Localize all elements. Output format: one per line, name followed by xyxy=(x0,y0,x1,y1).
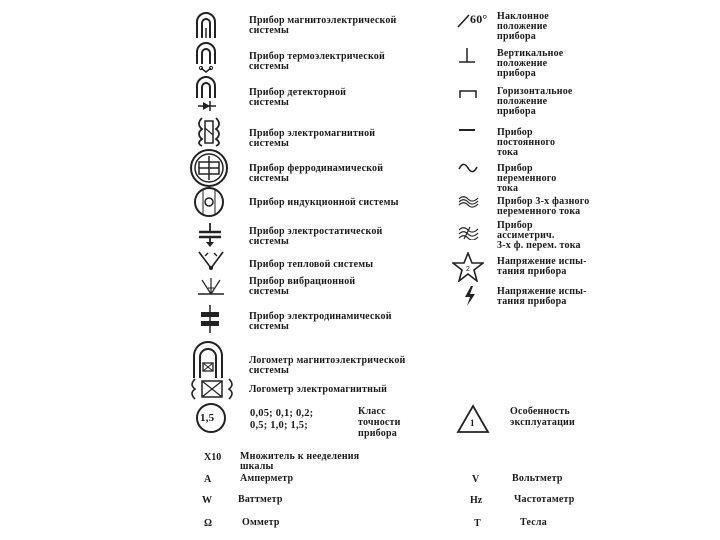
logometer-magnetoelectric-symbol-icon xyxy=(190,338,226,380)
label-dc: Прибор постоянного тока xyxy=(497,127,556,158)
electrodynamic-symbol-icon xyxy=(198,304,222,334)
label-induction: Прибор индукционной системы xyxy=(249,197,399,208)
asymmetric-three-phase-icon xyxy=(458,226,480,240)
label-horizontal: Горизонтальное положение прибора xyxy=(497,86,573,117)
unit-code-ohm: Ω xyxy=(204,518,213,529)
label-vibration: Прибор вибрационной системы xyxy=(249,276,356,297)
lightning-bolt-icon xyxy=(462,285,478,307)
ferrodynamic-symbol-icon xyxy=(186,148,232,188)
label-electromagnetic: Прибор электромагнитной системы xyxy=(249,128,376,149)
label-asymmetric: Прибор ассиметрич. 3-х ф. перем. тока xyxy=(497,220,581,251)
vertical-position-icon xyxy=(458,46,476,64)
horizontal-position-icon xyxy=(458,88,478,100)
warning-triangle-value: 1 xyxy=(470,418,475,428)
unit-label-voltmeter: Вольтметр xyxy=(512,473,563,484)
label-ac: Прибор переменного тока xyxy=(497,163,557,194)
label-thermoelectric: Прибор термоэлектрической системы xyxy=(249,51,385,72)
unit-label-tesla: Тесла xyxy=(520,517,547,528)
unit-label-ohmmeter: Омметр xyxy=(242,517,280,528)
electromagnetic-symbol-icon xyxy=(196,116,222,148)
label-test-voltage-star: Напряжение испы- тания прибора xyxy=(497,256,587,277)
label-magnetoelectric: Прибор магнитоэлектрической системы xyxy=(249,15,397,36)
multiplier-code: X10 xyxy=(204,452,222,463)
thermoelectric-symbol-icon xyxy=(194,40,218,74)
electrostatic-symbol-icon xyxy=(196,222,224,248)
unit-code-hertz: Hz xyxy=(470,495,483,506)
label-thermal: Прибор тепловой системы xyxy=(249,259,374,270)
accuracy-values: 0,05; 0,1; 0,2; 0,5; 1,0; 1,5; xyxy=(250,408,314,431)
three-phase-icon xyxy=(458,196,480,208)
label-electrodynamic: Прибор электродинамической системы xyxy=(249,311,392,332)
detector-symbol-icon xyxy=(194,74,220,112)
test-voltage-star-icon xyxy=(452,252,484,282)
label-logometer-magnetoelectric: Логометр магнитоэлектрической системы xyxy=(249,355,406,376)
vibration-symbol-icon xyxy=(196,276,226,298)
thermal-symbol-icon xyxy=(196,250,226,272)
multiplier-label: Множитель к нееделения шкалы xyxy=(240,451,360,472)
unit-label-frequency-meter: Частотаметр xyxy=(514,494,575,505)
unit-label-wattmeter: Ваттметр xyxy=(238,494,283,505)
label-vertical: Вертикальное положение прибора xyxy=(497,48,564,79)
label-logometer-electromagnetic: Логометр электромагнитный xyxy=(249,384,388,395)
label-electrostatic: Прибор электростатической системы xyxy=(249,226,383,247)
induction-symbol-icon xyxy=(188,186,230,218)
magnetoelectric-symbol-icon xyxy=(194,10,218,40)
label-detector: Прибор детекторной системы xyxy=(249,87,347,108)
dc-current-icon xyxy=(458,126,476,134)
accuracy-circle-value: 1,5 xyxy=(200,412,215,424)
svg-text:2: 2 xyxy=(466,266,470,273)
accuracy-label: Класс точности прибора xyxy=(358,406,401,439)
label-test-voltage-lightning: Напряжение испы- тания прибора xyxy=(497,286,587,307)
unit-label-ammeter: Амперметр xyxy=(240,473,294,484)
incline-angle-value: 60° xyxy=(470,12,488,26)
unit-code-watt: W xyxy=(202,495,212,506)
special-label: Особенность эксплуатации xyxy=(510,406,575,428)
unit-code-ampere: A xyxy=(204,474,212,485)
unit-code-tesla: T xyxy=(474,518,481,529)
ac-current-icon xyxy=(458,163,478,173)
unit-code-volt: V xyxy=(472,474,480,485)
label-ferrodynamic: Прибор ферродинамической системы xyxy=(249,163,384,184)
label-three-phase: Прибор 3-х фазного переменного тока xyxy=(497,196,590,217)
logometer-electromagnetic-symbol-icon xyxy=(190,376,234,402)
label-incline: Наклонное положение прибора xyxy=(497,11,549,42)
